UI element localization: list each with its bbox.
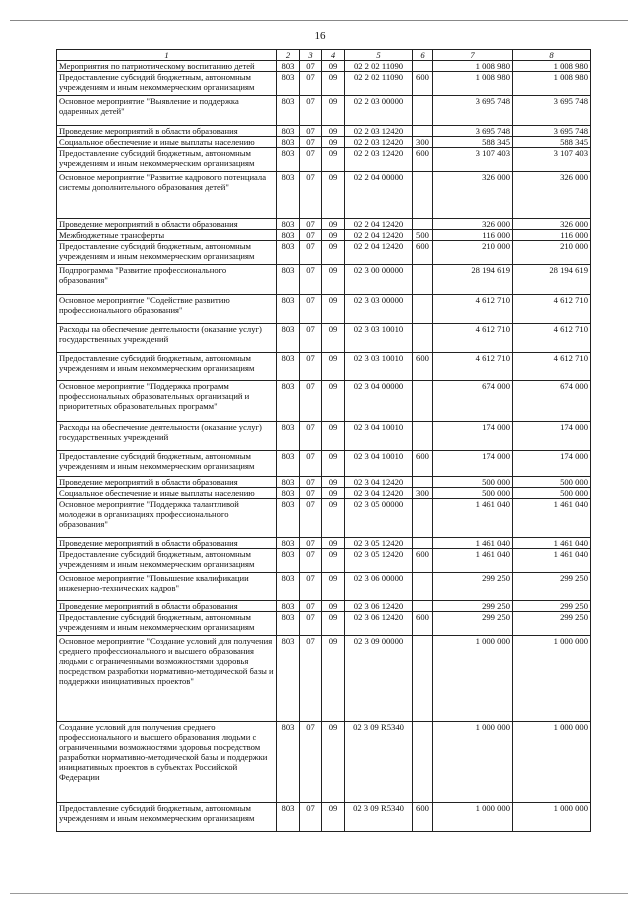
row-ministry-code: 803 — [277, 451, 300, 477]
row-subsection-code: 09 — [322, 803, 345, 832]
row-section-code: 07 — [300, 61, 322, 72]
row-name: Основное мероприятие "Создание условий для получения среднего профессионального и высшего образования людьми с ограниченными возможностями здоровья посредством разработки нормативно-методической базы и поддержки инициативных проектов" — [57, 636, 277, 722]
row-amount-2: 1 000 000 — [513, 722, 591, 803]
row-ministry-code: 803 — [277, 803, 300, 832]
row-name: Расходы на обеспечение деятельности (оказание услуг) государственных учреждений — [57, 422, 277, 451]
row-ministry-code: 803 — [277, 477, 300, 488]
row-amount-2: 1 008 980 — [513, 72, 591, 96]
row-target-code: 02 2 04 12420 — [345, 241, 413, 265]
row-ministry-code: 803 — [277, 295, 300, 324]
table-row — [57, 573, 591, 601]
row-name: Основное мероприятие "Развитие кадрового потенциала системы дополнительного образования детей" — [57, 172, 277, 219]
row-target-code: 02 2 03 12420 — [345, 137, 413, 148]
row-subsection-code: 09 — [322, 96, 345, 126]
col-header-4: 4 — [322, 50, 345, 61]
row-expense-type — [413, 295, 433, 324]
table-row — [57, 381, 591, 422]
row-expense-type — [413, 324, 433, 353]
row-section-code: 07 — [300, 295, 322, 324]
row-amount-2: 116 000 — [513, 230, 591, 241]
row-amount-2: 1 000 000 — [513, 803, 591, 832]
row-name: Проведение мероприятий в области образования — [57, 601, 277, 612]
row-amount-2: 1 461 040 — [513, 538, 591, 549]
row-name: Социальное обеспечение и иные выплаты населению — [57, 137, 277, 148]
row-name: Предоставление субсидий бюджетным, автономным учреждениям и иным некоммерческим организациям — [57, 549, 277, 573]
row-amount-2: 210 000 — [513, 241, 591, 265]
row-expense-type — [413, 573, 433, 601]
row-amount-2: 326 000 — [513, 172, 591, 219]
row-ministry-code: 803 — [277, 324, 300, 353]
row-target-code: 02 3 09 00000 — [345, 636, 413, 722]
row-expense-type: 600 — [413, 72, 433, 96]
row-name: Проведение мероприятий в области образования — [57, 538, 277, 549]
row-amount-2: 1 000 000 — [513, 636, 591, 722]
row-amount-2: 299 250 — [513, 612, 591, 636]
row-expense-type: 600 — [413, 148, 433, 172]
row-target-code: 02 2 02 11090 — [345, 72, 413, 96]
row-section-code: 07 — [300, 601, 322, 612]
row-subsection-code: 09 — [322, 172, 345, 219]
row-target-code: 02 3 09 R5340 — [345, 722, 413, 803]
row-target-code: 02 3 04 10010 — [345, 422, 413, 451]
row-amount-2: 28 194 619 — [513, 265, 591, 295]
table-row — [57, 219, 591, 230]
row-amount-2: 500 000 — [513, 477, 591, 488]
row-amount-2: 3 695 748 — [513, 96, 591, 126]
row-section-code: 07 — [300, 538, 322, 549]
row-subsection-code: 09 — [322, 72, 345, 96]
table-row — [57, 172, 591, 219]
row-section-code: 07 — [300, 126, 322, 137]
row-target-code: 02 3 03 10010 — [345, 353, 413, 381]
row-section-code: 07 — [300, 612, 322, 636]
row-ministry-code: 803 — [277, 61, 300, 72]
row-name: Создание условий для получения среднего профессионального и высшего образования людьми с ограниченными возможностями здоровья посредством разработки нормативно-методической базы и поддержки инициативных проектов в субъектах Российской Федерации — [57, 722, 277, 803]
row-ministry-code: 803 — [277, 353, 300, 381]
table-row — [57, 477, 591, 488]
table-row — [57, 148, 591, 172]
row-expense-type: 600 — [413, 612, 433, 636]
row-target-code: 02 3 04 10010 — [345, 451, 413, 477]
row-target-code: 02 3 06 12420 — [345, 612, 413, 636]
row-section-code: 07 — [300, 422, 322, 451]
row-name: Мероприятия по патриотическому воспитанию детей — [57, 61, 277, 72]
row-amount-2: 1 008 980 — [513, 61, 591, 72]
row-amount-1: 3 695 748 — [433, 126, 513, 137]
row-name: Основное мероприятие "Поддержка талантливой молодежи в организациях профессионального образования" — [57, 499, 277, 538]
row-subsection-code: 09 — [322, 265, 345, 295]
row-ministry-code: 803 — [277, 265, 300, 295]
row-amount-1: 1 000 000 — [433, 636, 513, 722]
row-amount-2: 1 461 040 — [513, 549, 591, 573]
col-header-2: 2 — [277, 50, 300, 61]
row-name: Основное мероприятие "Содействие развитию профессионального образования" — [57, 295, 277, 324]
row-amount-2: 4 612 710 — [513, 295, 591, 324]
row-target-code: 02 3 04 12420 — [345, 477, 413, 488]
row-ministry-code: 803 — [277, 381, 300, 422]
row-target-code: 02 3 05 12420 — [345, 549, 413, 573]
row-subsection-code: 09 — [322, 612, 345, 636]
row-amount-2: 3 695 748 — [513, 126, 591, 137]
table-row — [57, 353, 591, 381]
table-row — [57, 422, 591, 451]
row-expense-type — [413, 722, 433, 803]
row-expense-type — [413, 499, 433, 538]
row-name: Проведение мероприятий в области образования — [57, 477, 277, 488]
row-amount-2: 588 345 — [513, 137, 591, 148]
row-amount-1: 326 000 — [433, 172, 513, 219]
row-amount-1: 210 000 — [433, 241, 513, 265]
row-amount-1: 299 250 — [433, 612, 513, 636]
row-section-code: 07 — [300, 265, 322, 295]
row-expense-type: 600 — [413, 451, 433, 477]
row-name: Предоставление субсидий бюджетным, автономным учреждениям и иным некоммерческим организациям — [57, 72, 277, 96]
row-expense-type — [413, 422, 433, 451]
row-target-code: 02 3 06 12420 — [345, 601, 413, 612]
row-expense-type: 500 — [413, 230, 433, 241]
row-amount-1: 3 107 403 — [433, 148, 513, 172]
row-amount-1: 1 461 040 — [433, 538, 513, 549]
row-amount-2: 3 107 403 — [513, 148, 591, 172]
col-header-5: 5 — [345, 50, 413, 61]
table-row — [57, 549, 591, 573]
col-header-7: 7 — [433, 50, 513, 61]
row-name: Проведение мероприятий в области образования — [57, 219, 277, 230]
header-row — [57, 50, 591, 61]
row-target-code: 02 3 05 12420 — [345, 538, 413, 549]
row-section-code: 07 — [300, 72, 322, 96]
row-amount-2: 500 000 — [513, 488, 591, 499]
table-row — [57, 636, 591, 722]
table-row — [57, 72, 591, 96]
row-expense-type — [413, 381, 433, 422]
table-row — [57, 61, 591, 72]
table-row — [57, 601, 591, 612]
row-ministry-code: 803 — [277, 549, 300, 573]
row-expense-type — [413, 265, 433, 295]
row-amount-1: 1 000 000 — [433, 803, 513, 832]
row-ministry-code: 803 — [277, 72, 300, 96]
row-subsection-code: 09 — [322, 137, 345, 148]
row-target-code: 02 3 09 R5340 — [345, 803, 413, 832]
row-subsection-code: 09 — [322, 451, 345, 477]
row-expense-type — [413, 601, 433, 612]
row-amount-1: 1 461 040 — [433, 549, 513, 573]
row-section-code: 07 — [300, 636, 322, 722]
row-expense-type — [413, 172, 433, 219]
row-section-code: 07 — [300, 381, 322, 422]
row-section-code: 07 — [300, 96, 322, 126]
row-target-code: 02 2 02 11090 — [345, 61, 413, 72]
row-subsection-code: 09 — [322, 538, 345, 549]
row-section-code: 07 — [300, 499, 322, 538]
row-amount-1: 299 250 — [433, 601, 513, 612]
row-amount-1: 28 194 619 — [433, 265, 513, 295]
row-amount-1: 299 250 — [433, 573, 513, 601]
row-name: Подпрограмма "Развитие профессионального образования" — [57, 265, 277, 295]
row-ministry-code: 803 — [277, 422, 300, 451]
row-expense-type: 600 — [413, 353, 433, 381]
row-expense-type — [413, 61, 433, 72]
row-section-code: 07 — [300, 241, 322, 265]
row-name: Предоставление субсидий бюджетным, автономным учреждениям и иным некоммерческим организациям — [57, 148, 277, 172]
row-target-code: 02 3 06 00000 — [345, 573, 413, 601]
row-ministry-code: 803 — [277, 172, 300, 219]
row-ministry-code: 803 — [277, 612, 300, 636]
table-row — [57, 488, 591, 499]
table-row — [57, 137, 591, 148]
row-name: Предоставление субсидий бюджетным, автономным учреждениям и иным некоммерческим организациям — [57, 612, 277, 636]
row-amount-2: 326 000 — [513, 219, 591, 230]
row-expense-type: 600 — [413, 803, 433, 832]
row-expense-type — [413, 219, 433, 230]
row-name: Межбюджетные трансферты — [57, 230, 277, 241]
table-row — [57, 241, 591, 265]
row-amount-1: 1 008 980 — [433, 72, 513, 96]
row-expense-type: 300 — [413, 137, 433, 148]
table-row — [57, 96, 591, 126]
row-target-code: 02 3 03 00000 — [345, 295, 413, 324]
row-name: Основное мероприятие "Повышение квалификации инженерно-технических кадров" — [57, 573, 277, 601]
row-section-code: 07 — [300, 172, 322, 219]
row-section-code: 07 — [300, 137, 322, 148]
row-subsection-code: 09 — [322, 573, 345, 601]
row-target-code: 02 2 04 12420 — [345, 219, 413, 230]
row-subsection-code: 09 — [322, 353, 345, 381]
row-name: Предоставление субсидий бюджетным, автономным учреждениям и иным некоммерческим организациям — [57, 451, 277, 477]
budget-table — [56, 49, 591, 832]
row-amount-1: 500 000 — [433, 488, 513, 499]
row-subsection-code: 09 — [322, 636, 345, 722]
row-subsection-code: 09 — [322, 381, 345, 422]
row-target-code: 02 2 03 00000 — [345, 96, 413, 126]
table-row — [57, 499, 591, 538]
row-subsection-code: 09 — [322, 148, 345, 172]
row-amount-2: 174 000 — [513, 451, 591, 477]
row-expense-type — [413, 96, 433, 126]
row-section-code: 07 — [300, 230, 322, 241]
row-target-code: 02 2 04 12420 — [345, 230, 413, 241]
row-expense-type — [413, 636, 433, 722]
row-section-code: 07 — [300, 219, 322, 230]
row-name: Предоставление субсидий бюджетным, автономным учреждениям и иным некоммерческим организациям — [57, 353, 277, 381]
row-section-code: 07 — [300, 488, 322, 499]
row-amount-1: 588 345 — [433, 137, 513, 148]
row-amount-1: 4 612 710 — [433, 324, 513, 353]
row-ministry-code: 803 — [277, 601, 300, 612]
row-name: Проведение мероприятий в области образования — [57, 126, 277, 137]
row-amount-2: 674 000 — [513, 381, 591, 422]
row-amount-1: 116 000 — [433, 230, 513, 241]
row-name: Социальное обеспечение и иные выплаты населению — [57, 488, 277, 499]
row-ministry-code: 803 — [277, 219, 300, 230]
row-target-code: 02 3 00 00000 — [345, 265, 413, 295]
row-section-code: 07 — [300, 573, 322, 601]
bottom-rule — [10, 893, 628, 894]
col-header-8: 8 — [513, 50, 591, 61]
row-amount-2: 299 250 — [513, 573, 591, 601]
row-amount-1: 674 000 — [433, 381, 513, 422]
row-amount-1: 174 000 — [433, 451, 513, 477]
row-expense-type — [413, 477, 433, 488]
row-ministry-code: 803 — [277, 538, 300, 549]
row-subsection-code: 09 — [322, 219, 345, 230]
row-expense-type: 600 — [413, 241, 433, 265]
row-amount-1: 1 008 980 — [433, 61, 513, 72]
row-ministry-code: 803 — [277, 126, 300, 137]
table-row — [57, 126, 591, 137]
row-target-code: 02 3 03 10010 — [345, 324, 413, 353]
row-amount-1: 4 612 710 — [433, 353, 513, 381]
col-header-1: 1 — [57, 50, 277, 61]
row-expense-type: 600 — [413, 549, 433, 573]
row-name: Расходы на обеспечение деятельности (оказание услуг) государственных учреждений — [57, 324, 277, 353]
row-section-code: 07 — [300, 451, 322, 477]
row-target-code: 02 2 03 12420 — [345, 126, 413, 137]
row-amount-2: 299 250 — [513, 601, 591, 612]
row-amount-1: 174 000 — [433, 422, 513, 451]
row-section-code: 07 — [300, 148, 322, 172]
row-section-code: 07 — [300, 477, 322, 488]
row-target-code: 02 3 04 00000 — [345, 381, 413, 422]
row-ministry-code: 803 — [277, 488, 300, 499]
table-row — [57, 230, 591, 241]
row-section-code: 07 — [300, 803, 322, 832]
table-row — [57, 803, 591, 832]
row-amount-1: 326 000 — [433, 219, 513, 230]
col-header-6: 6 — [413, 50, 433, 61]
row-subsection-code: 09 — [322, 324, 345, 353]
row-ministry-code: 803 — [277, 499, 300, 538]
row-section-code: 07 — [300, 549, 322, 573]
row-subsection-code: 09 — [322, 488, 345, 499]
row-target-code: 02 3 04 12420 — [345, 488, 413, 499]
row-subsection-code: 09 — [322, 61, 345, 72]
row-ministry-code: 803 — [277, 722, 300, 803]
top-rule — [10, 20, 628, 21]
row-expense-type: 300 — [413, 488, 433, 499]
row-target-code: 02 2 03 12420 — [345, 148, 413, 172]
row-expense-type — [413, 126, 433, 137]
row-subsection-code: 09 — [322, 722, 345, 803]
row-subsection-code: 09 — [322, 295, 345, 324]
row-ministry-code: 803 — [277, 148, 300, 172]
row-section-code: 07 — [300, 722, 322, 803]
row-amount-1: 500 000 — [433, 477, 513, 488]
table-row — [57, 612, 591, 636]
row-ministry-code: 803 — [277, 241, 300, 265]
row-amount-2: 174 000 — [513, 422, 591, 451]
row-ministry-code: 803 — [277, 573, 300, 601]
table-row — [57, 538, 591, 549]
row-amount-2: 4 612 710 — [513, 353, 591, 381]
page-number: 16 — [314, 30, 326, 42]
row-subsection-code: 09 — [322, 241, 345, 265]
table-row — [57, 324, 591, 353]
row-name: Предоставление субсидий бюджетным, автономным учреждениям и иным некоммерческим организациям — [57, 803, 277, 832]
table-row — [57, 295, 591, 324]
row-ministry-code: 803 — [277, 230, 300, 241]
row-subsection-code: 09 — [322, 422, 345, 451]
row-subsection-code: 09 — [322, 477, 345, 488]
row-ministry-code: 803 — [277, 137, 300, 148]
row-amount-2: 4 612 710 — [513, 324, 591, 353]
row-target-code: 02 3 05 00000 — [345, 499, 413, 538]
row-ministry-code: 803 — [277, 96, 300, 126]
row-section-code: 07 — [300, 324, 322, 353]
row-subsection-code: 09 — [322, 601, 345, 612]
table-row — [57, 451, 591, 477]
row-name: Основное мероприятие "Выявление и поддержка одаренных детей" — [57, 96, 277, 126]
row-amount-1: 1 000 000 — [433, 722, 513, 803]
col-header-3: 3 — [300, 50, 322, 61]
row-subsection-code: 09 — [322, 126, 345, 137]
row-target-code: 02 2 04 00000 — [345, 172, 413, 219]
row-amount-1: 1 461 040 — [433, 499, 513, 538]
row-amount-2: 1 461 040 — [513, 499, 591, 538]
row-section-code: 07 — [300, 353, 322, 381]
row-name: Предоставление субсидий бюджетным, автономным учреждениям и иным некоммерческим организациям — [57, 241, 277, 265]
row-ministry-code: 803 — [277, 636, 300, 722]
row-subsection-code: 09 — [322, 549, 345, 573]
row-subsection-code: 09 — [322, 499, 345, 538]
row-amount-1: 3 695 748 — [433, 96, 513, 126]
table-row — [57, 265, 591, 295]
row-amount-1: 4 612 710 — [433, 295, 513, 324]
row-subsection-code: 09 — [322, 230, 345, 241]
row-name: Основное мероприятие "Поддержка программ профессиональных образовательных организаций и приоритетных образовательных программ" — [57, 381, 277, 422]
table-row — [57, 722, 591, 803]
row-expense-type — [413, 538, 433, 549]
